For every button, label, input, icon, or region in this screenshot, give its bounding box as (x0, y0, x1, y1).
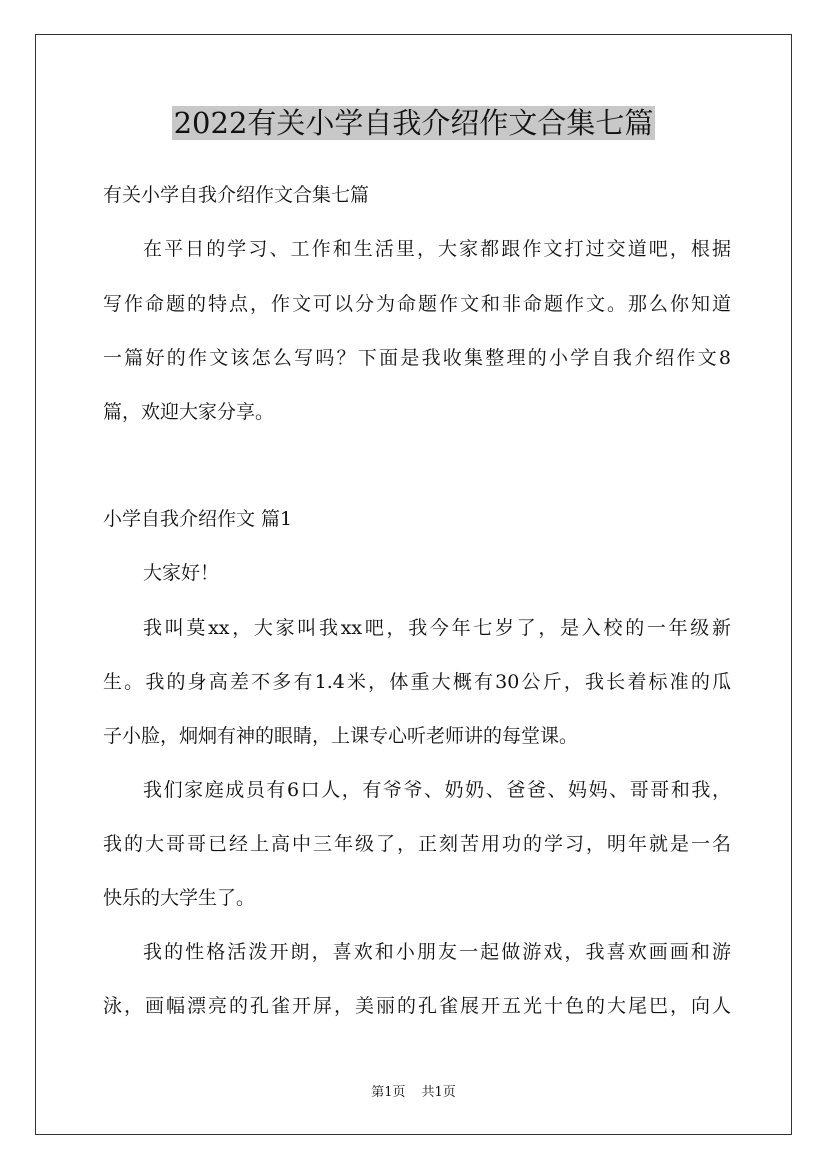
section-heading: 小学自我介绍作文 篇1 (103, 508, 293, 530)
document-title: 2022有关小学自我介绍作文合集七篇 (173, 106, 654, 140)
page-number: 第1页 (371, 1085, 406, 1100)
intro-line: 篇，欢迎大家分享。 (103, 401, 275, 423)
paragraph-line: 我们家庭成员有6口人，有爷爷、奶奶、爸爸、妈妈、哥哥和我， (143, 779, 731, 801)
paragraph-line: 我的大哥哥已经上高中三年级了，正刻苦用功的学习，明年就是一名 (103, 833, 731, 855)
paragraph-line: 子小脸，炯炯有神的眼睛，上课专心听老师讲的每堂课。 (103, 725, 579, 747)
intro-line: 写作命题的特点，作文可以分为命题作文和非命题作文。那么你知道 (103, 293, 731, 315)
paragraph-line: 快乐的大学生了。 (103, 887, 256, 909)
paragraph-line: 我的性格活泼开朗，喜欢和小朋友一起做游戏，我喜欢画画和游 (143, 941, 731, 963)
document-subtitle: 有关小学自我介绍作文合集七篇 (103, 184, 370, 206)
intro-line: 一篇好的作文该怎么写吗？下面是我收集整理的小学自我介绍作文8 (103, 347, 731, 369)
paragraph-line: 泳，画幅漂亮的孔雀开屏，美丽的孔雀展开五光十色的大尾巴，向人 (103, 995, 731, 1017)
page-footer (0, 1084, 827, 1102)
paragraph-line: 我叫莫xx，大家叫我xx吧，我今年七岁了，是入校的一年级新 (143, 617, 731, 639)
greeting-line: 大家好！ (143, 562, 220, 584)
intro-line: 在平日的学习、工作和生活里，大家都跟作文打过交道吧，根据 (143, 238, 731, 260)
page-total: 共1页 (421, 1085, 456, 1100)
paragraph-line: 生。我的身高差不多有1.4米，体重大概有30公斤，我长着标准的瓜 (103, 671, 731, 693)
